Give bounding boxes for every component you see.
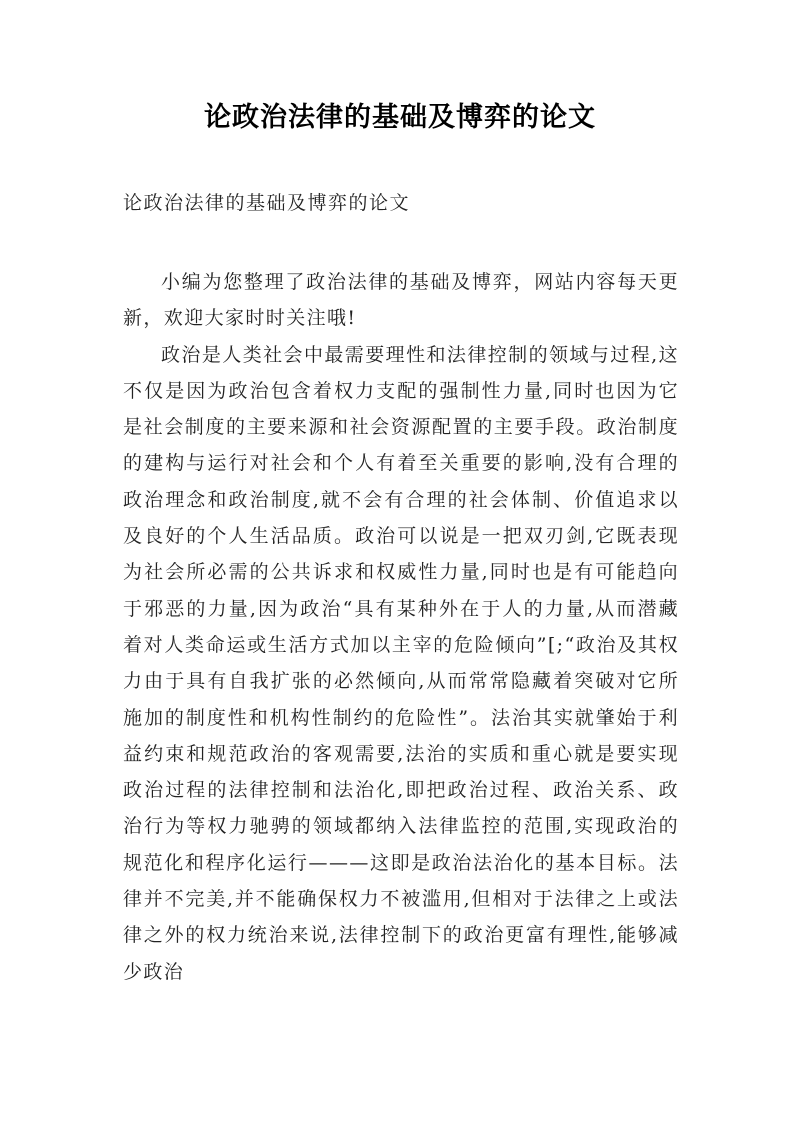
body-paragraph: 政治是人类社会中最需要理性和法律控制的领域与过程,这不仅是因为政治包含着权力支配的强制性力量,同时也因为它是社会制度的主要来源和社会资源配置的主要手段。政治制度的建构与运行对社会和个人有着至关重要的影响,没有合理的政治理念和政治制度,就不会有合理的社会体制、价值追求以及良好的个人生活品质。政治可以说是一把双刃剑,它既表现为社会所必需的公共诉求和权威性力量,同时也是有可能趋向于邪恶的力量,因为政治“具有某种外在于人的力量,从而潜藏着对人类命运或生活方式加以主宰的危险倾向”[;“政治及其权力由于具有自我扩张的必然倾向,从而常常隐藏着突破对它所施加的制度性和机构性制约的危险性”。法治其实就肇始于利益约束和规范政治的客观需要,法治的实质和重心就是要实现政治过程的法律控制和法治化,即把政治过程、政治关系、政治行为等权力驰骋的领域都纳入法律监控的范围,实现政治的规范化和程序化运行———这即是政治法治化的基本目标。法律并不完美,并不能确保权力不被滥用,但相对于法律之上或法律之外的权力统治来说,法律控制下的政治更富有理性,能够减少政治 [123, 343, 679, 983]
document-title: 论政治法律的基础及博弈的论文 [204, 102, 596, 133]
document-body [123, 264, 679, 990]
document-subtitle: 论政治法律的基础及博弈的论文 [123, 192, 411, 214]
intro-paragraph: 小编为您整理了政治法律的基础及博弈，网站内容每天更新，欢迎大家时时关注哦! [123, 271, 679, 330]
